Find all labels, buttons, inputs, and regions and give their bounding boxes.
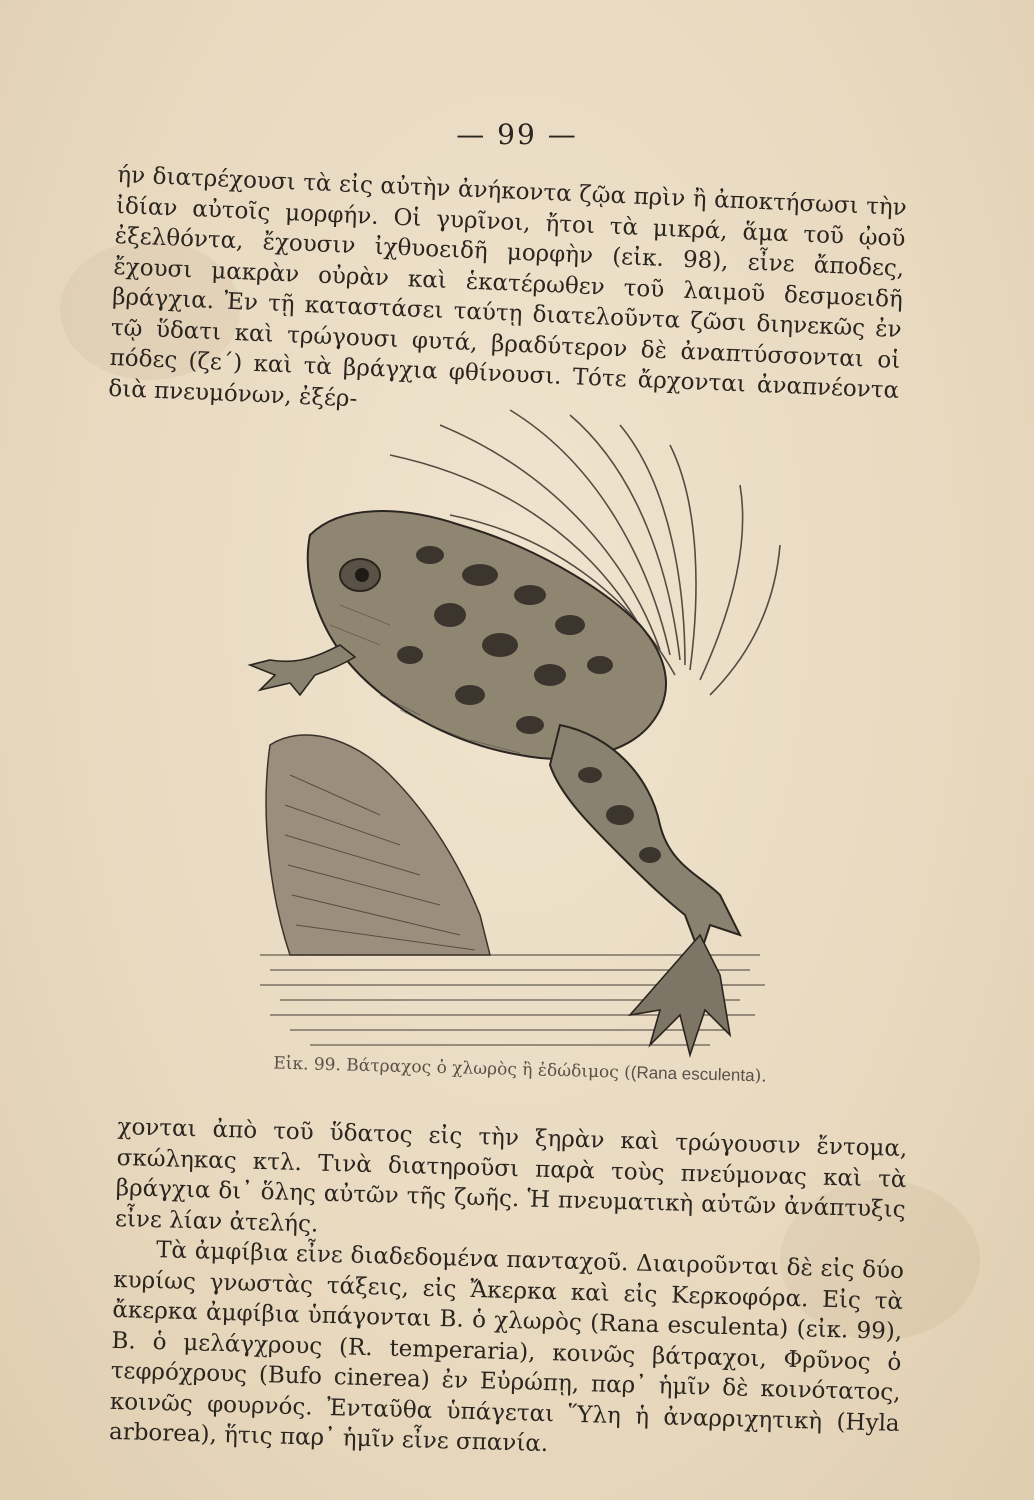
bottom-paragraph-2: Τὰ ἀμφίβια εἶνε διαδεδομένα πανταχοῦ. Διαιροῦνται δὲ εἰς δύο κυρίως γνωστὰς τάξεις, εἰς Ἄκερκα καὶ εἰς Κερκοφόρα. Εἰς τὰ ἄκερκα ἀμφίβια ὑπάγονται Β. ὁ χλωρὸς (Rana esculenta) (εἰκ. 99), Β. ὁ μελάγχρους (R. temperaria), κοινῶς βάτραχοι, Φρῦνος ὁ τεφρόχρους (Bufo cinerea) ἐν Εὐρώπῃ, παρ᾽ ἡμῖν δὲ κοινότατος, κοινῶς φουρνός. Ἐνταῦθα ὑπάγεται Ὕλη ἡ ἀναρριχητικὴ (Hyla arborea), ἥτις παρ᾽ ἡμῖν εἶνε σπανία. xyxy=(108,1237,905,1458)
caption-end: ). xyxy=(754,1066,767,1087)
bottom-paragraph-1: χονται ἀπὸ τοῦ ὕδατος εἰς τὴν ξηρὰν καὶ τρώγουσιν ἔντομα, σκώληκας κτλ. Τινὰ διατηροῦσι παρὰ τοὺς πνεύμονας καὶ τὰ βράγχια δι᾽ ὅλης αὐτῶν τῆς ζωῆς. Ἡ πνευματικὴ αὐτῶν ἀνάπτυξις εἶνε λίαν ἀτελής. xyxy=(114,1113,908,1238)
frog-engraving xyxy=(230,395,790,1065)
caption-greek: Εἰκ. 99. Βάτραχος ὁ χλωρὸς ἢ ἐδώδιμος ( xyxy=(273,1053,632,1083)
top-paragraph: ήν διατρέχουσι τὰ εἰς αὐτὴν ἀνήκοντα ζῷα πρὶν ἢ ἀποκτήσωσι τὴν ἰδίαν αὐτοῖς μορφήν. Οἱ γυρῖνοι, ἤτοι τὰ μικρά, ἅμα τοῦ ᾠοῦ ἐξελθόντα, ἔχουσιν ἰχθυοειδῆ μορφὴν (εἰκ. 98), εἶνε ἄποδες, ἔχουσι μακρὰν οὐρὰν καὶ ἑκατέρωθεν τοῦ λαιμοῦ δεσμοειδῆ βράγχια. Ἐν τῇ καταστάσει ταύτῃ διατελοῦντα ζῶσι διηνεκῶς ἐν τῷ ὕδατι καὶ τρώγουσι φυτά, βραδύτερον δὲ ἀναπτύσσονται οἱ πόδες (ζε´) καὶ τὰ βράγχια φθίνουσι. Τότε ἄρχονται ἀναπνέοντα διὰ πνευμόνων, ἐξέρ- xyxy=(107,161,908,412)
page-number: — 99 — xyxy=(456,118,578,151)
caption-latin: (Rana esculenta xyxy=(630,1062,755,1086)
bottom-text-block xyxy=(109,1112,908,1469)
